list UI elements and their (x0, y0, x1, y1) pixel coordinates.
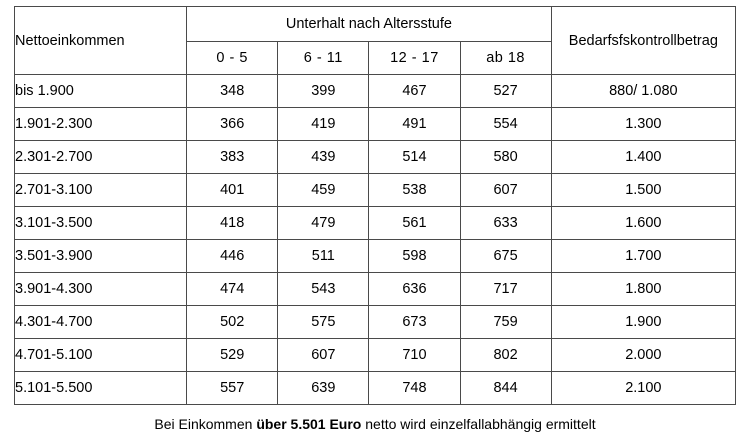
age-group-0-5: 0 - 5 (187, 42, 278, 75)
age-group-ab-18: ab 18 (460, 42, 551, 75)
maintenance-table (14, 6, 736, 405)
row-value-0-5: 474 (187, 273, 278, 306)
row-value-12-17: 561 (369, 207, 460, 240)
table-header-row (15, 7, 736, 42)
row-income-label: bis 1.900 (15, 75, 187, 108)
row-value-0-5: 502 (187, 306, 278, 339)
table-row (15, 108, 736, 141)
row-value-bedarf: 1.900 (551, 306, 735, 339)
table-row (15, 273, 736, 306)
row-value-0-5: 557 (187, 372, 278, 405)
row-value-6-11: 639 (278, 372, 369, 405)
row-value-12-17: 673 (369, 306, 460, 339)
row-value-6-11: 607 (278, 339, 369, 372)
row-value-ab-18: 844 (460, 372, 551, 405)
row-value-ab-18: 554 (460, 108, 551, 141)
row-value-bedarf: 1.500 (551, 174, 735, 207)
row-value-12-17: 538 (369, 174, 460, 207)
row-value-12-17: 598 (369, 240, 460, 273)
row-value-bedarf: 1.300 (551, 108, 735, 141)
table-row (15, 141, 736, 174)
header-bedarfskontrollbetrag: Bedarfsfskontrollbetrag (551, 7, 735, 75)
row-value-0-5: 401 (187, 174, 278, 207)
table-row (15, 339, 736, 372)
row-value-ab-18: 802 (460, 339, 551, 372)
row-value-bedarf: 1.700 (551, 240, 735, 273)
row-value-6-11: 439 (278, 141, 369, 174)
row-value-6-11: 459 (278, 174, 369, 207)
row-value-12-17: 514 (369, 141, 460, 174)
row-income-label: 2.701-3.100 (15, 174, 187, 207)
row-value-12-17: 710 (369, 339, 460, 372)
row-value-0-5: 418 (187, 207, 278, 240)
row-value-ab-18: 675 (460, 240, 551, 273)
duesseldorfer-tabelle-sheet (0, 6, 750, 441)
table-row (15, 372, 736, 405)
row-income-label: 4.301-4.700 (15, 306, 187, 339)
row-value-6-11: 511 (278, 240, 369, 273)
row-income-label: 4.701-5.100 (15, 339, 187, 372)
row-value-bedarf: 1.800 (551, 273, 735, 306)
row-value-ab-18: 717 (460, 273, 551, 306)
row-value-bedarf: 2.100 (551, 372, 735, 405)
row-income-label: 5.101-5.500 (15, 372, 187, 405)
table-row (15, 240, 736, 273)
table-row (15, 174, 736, 207)
row-value-12-17: 636 (369, 273, 460, 306)
row-value-12-17: 467 (369, 75, 460, 108)
footnote-strong: über 5.501 Euro (256, 416, 362, 432)
footnote-suffix: netto wird einzelfallabhängig ermittelt (361, 416, 596, 432)
row-value-0-5: 366 (187, 108, 278, 141)
row-value-ab-18: 607 (460, 174, 551, 207)
row-value-0-5: 446 (187, 240, 278, 273)
footnote (0, 416, 750, 432)
age-group-12-17: 12 - 17 (369, 42, 460, 75)
row-income-label: 1.901-2.300 (15, 108, 187, 141)
row-income-label: 2.301-2.700 (15, 141, 187, 174)
row-value-bedarf: 1.400 (551, 141, 735, 174)
row-value-6-11: 543 (278, 273, 369, 306)
row-value-6-11: 399 (278, 75, 369, 108)
row-value-ab-18: 759 (460, 306, 551, 339)
header-unterhalt-nach-altersstufe: Unterhalt nach Altersstufe (187, 7, 552, 42)
row-value-6-11: 575 (278, 306, 369, 339)
row-value-ab-18: 580 (460, 141, 551, 174)
table-row (15, 75, 736, 108)
row-value-6-11: 479 (278, 207, 369, 240)
row-value-bedarf: 2.000 (551, 339, 735, 372)
row-value-12-17: 748 (369, 372, 460, 405)
row-value-0-5: 383 (187, 141, 278, 174)
table-row (15, 306, 736, 339)
row-value-bedarf: 880/ 1.080 (551, 75, 735, 108)
row-income-label: 3.901-4.300 (15, 273, 187, 306)
row-income-label: 3.101-3.500 (15, 207, 187, 240)
row-value-bedarf: 1.600 (551, 207, 735, 240)
row-income-label: 3.501-3.900 (15, 240, 187, 273)
header-nettoeinkommen: Nettoeinkommen (15, 7, 187, 75)
age-group-6-11: 6 - 11 (278, 42, 369, 75)
row-value-6-11: 419 (278, 108, 369, 141)
row-value-ab-18: 633 (460, 207, 551, 240)
row-value-0-5: 348 (187, 75, 278, 108)
row-value-ab-18: 527 (460, 75, 551, 108)
row-value-0-5: 529 (187, 339, 278, 372)
row-value-12-17: 491 (369, 108, 460, 141)
table-row (15, 207, 736, 240)
footnote-prefix: Bei Einkommen (154, 416, 257, 432)
